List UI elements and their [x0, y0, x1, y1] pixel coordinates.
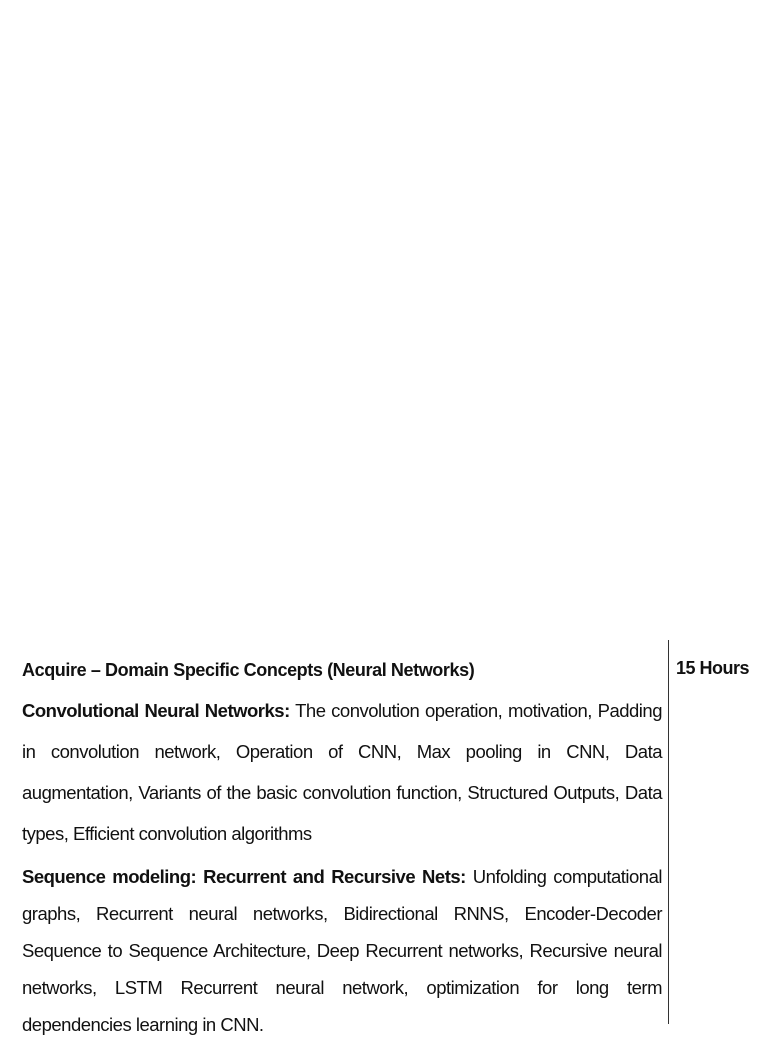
topic-text: Unfolding computational graphs, Recurrent neural networks, Bidirectional RNNS, Encoder-Decoder Sequence to Sequence Architecture, Deep Recurrent networks, Recursive neural networks, LSTM Recurrent neural network, optimization for long term dependencies learning in CNN.	[22, 866, 662, 1035]
unit-content-cell	[22, 656, 662, 1047]
topic-title: Sequence modeling: Recurrent and Recursive Nets:	[22, 866, 466, 887]
topic-cnn	[22, 690, 662, 854]
unit-hours: 15 Hours	[676, 658, 750, 678]
unit-heading: Acquire – Domain Specific Concepts (Neural Networks)	[22, 660, 475, 680]
topic-text: The convolution operation, motivation, Padding in convolution network, Operation of CNN, Max pooling in CNN, Data augmentation, Variants of the basic convolution function, Structured Outputs, Data types, Efficient convolution algorithms	[22, 700, 662, 844]
topic-title: Convolutional Neural Networks:	[22, 700, 290, 721]
column-divider	[668, 640, 669, 1024]
topic-sequence-modeling	[22, 858, 662, 1043]
syllabus-table	[0, 640, 768, 1035]
